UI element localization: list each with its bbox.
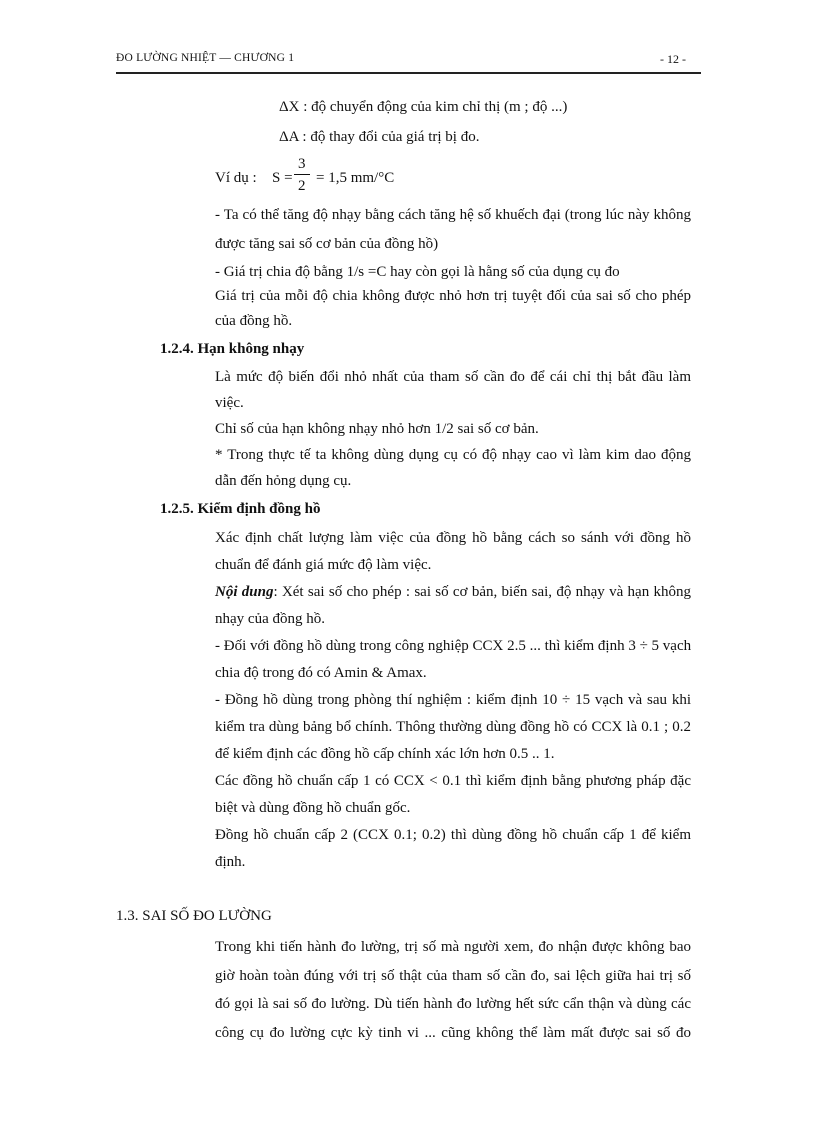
formula-denominator: 2 xyxy=(298,178,306,194)
def-delta-x: ΔX : độ chuyển động của kim chỉ thị (m ; độ ...) xyxy=(279,99,568,115)
paragraph-line: biệt và dùng đồng hồ chuẩn gốc. xyxy=(215,800,411,816)
paragraph-line: giờ hoàn toàn đúng với trị số thật của tham số cần đo, sai lệch giữa hai trị số xyxy=(215,968,691,984)
paragraph-line: công cụ đo lường cực kỳ tinh vi ... cũng không thể làm mất được sai số đo xyxy=(215,1025,691,1041)
paragraph-line: Xác định chất lượng làm việc của đồng hồ bằng cách so sánh với đồng hồ xyxy=(215,530,691,546)
formula-numerator: 3 xyxy=(298,156,306,172)
paragraph-line xyxy=(215,583,691,601)
formula-rhs: = 1,5 mm/°C xyxy=(316,170,395,186)
paragraph-line: Là mức độ biến đổi nhỏ nhất của tham số cần đo để cái chỉ thị bắt đầu làm xyxy=(215,369,691,385)
paragraph-line: định. xyxy=(215,854,246,870)
fraction-bar xyxy=(294,174,310,175)
example-label: Ví dụ : xyxy=(215,170,257,186)
noi-dung-label: Nội dung xyxy=(215,584,274,600)
paragraph-line: - Đối với đồng hồ dùng trong công nghiệp CCX 2.5 ... thì kiểm định 3 ÷ 5 vạch xyxy=(215,638,692,654)
paragraph-line: chuẩn để đánh giá mức độ làm việc. xyxy=(215,557,432,573)
noi-dung-text: : Xét sai số cho phép : sai số cơ bản, biến sai, độ nhạy và hạn không xyxy=(273,584,691,600)
def-delta-a: ΔA : độ thay đổi của giá trị bị đo. xyxy=(279,129,480,145)
paragraph-line: - Ta có thể tăng độ nhạy bằng cách tăng hệ số khuếch đại (trong lúc này không xyxy=(215,207,691,223)
paragraph-line: Chỉ số của hạn không nhạy nhỏ hơn 1/2 sai số cơ bản. xyxy=(215,421,539,437)
paragraph-line: kiểm tra dùng bảng bổ chính. Thông thường dùng đồng hồ có CCX là 0.1 ; 0.2 xyxy=(215,719,691,735)
paragraph-line: - Đồng hồ dùng trong phòng thí nghiệm : kiểm định 10 ÷ 15 vạch và sau khi xyxy=(215,692,691,708)
paragraph-line: của đồng hồ. xyxy=(215,313,293,329)
paragraph-line: Các đồng hồ chuẩn cấp 1 có CCX < 0.1 thì kiểm định bằng phương pháp đặc xyxy=(215,773,691,789)
paragraph-line: Giá trị của mỗi độ chia không được nhỏ hơn trị tuyệt đối của sai số cho phép xyxy=(215,288,691,304)
paragraph-line: để kiểm định các đồng hồ cấp chính xác lớn hơn 0.5 .. 1. xyxy=(215,746,555,762)
section-heading-1-2-5: 1.2.5. Kiểm định đồng hồ xyxy=(160,501,321,517)
paragraph-line: dẫn đến hỏng dụng cụ. xyxy=(215,473,352,489)
paragraph-line: - Giá trị chia độ bằng 1/s =C hay còn gọi là hằng số của dụng cụ đo xyxy=(215,264,620,280)
paragraph-line: việc. xyxy=(215,395,244,411)
header-title: ĐO LƯỜNG NHIỆT — CHƯƠNG 1 xyxy=(116,52,295,64)
section-heading-1-3: 1.3. SAI SỐ ĐO LƯỜNG xyxy=(116,908,272,924)
section-heading-1-2-4: 1.2.4. Hạn không nhạy xyxy=(160,341,305,357)
page-number: - 12 - xyxy=(660,52,686,66)
paragraph-line: chia độ trong đó có Amin & Amax. xyxy=(215,665,427,681)
formula-lhs: S = xyxy=(272,170,293,186)
paragraph-line: đó gọi là sai số đo lường. Dù tiến hành đo lường hết sức cẩn thận và dùng các xyxy=(215,996,691,1012)
paragraph-line: Đồng hồ chuẩn cấp 2 (CCX 0.1; 0.2) thì dùng đồng hồ chuẩn cấp 1 để kiểm xyxy=(215,827,691,843)
paragraph-line: nhạy của đồng hồ. xyxy=(215,611,325,627)
paragraph-line: Trong khi tiến hành đo lường, trị số mà người xem, đo nhận được không bao xyxy=(215,939,691,955)
paragraph-line: được tăng sai số cơ bản của đồng hồ) xyxy=(215,236,439,252)
header-rule xyxy=(116,72,701,74)
paragraph-line: * Trong thực tế ta không dùng dụng cụ có độ nhạy cao vì làm kim dao động xyxy=(215,447,691,463)
